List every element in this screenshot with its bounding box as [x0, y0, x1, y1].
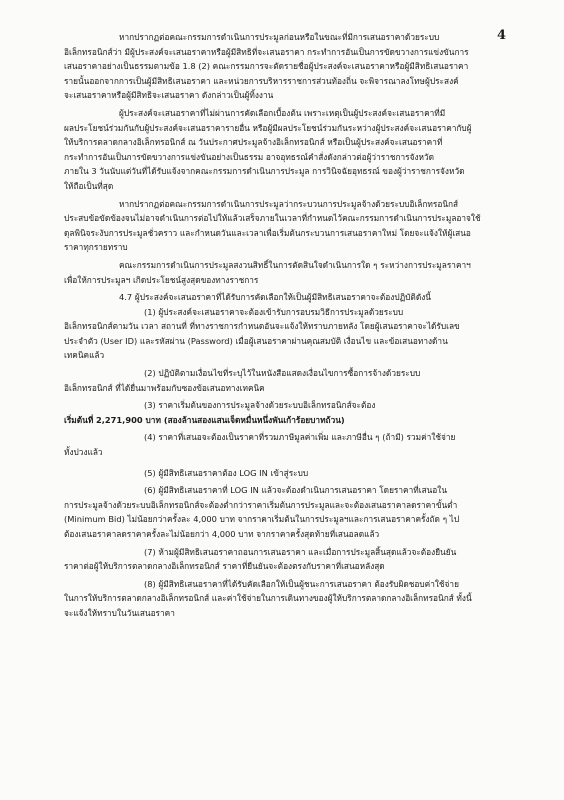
paragraph-line: หากปรากฏต่อคณะกรรมการดำเนินการประมูลก่อนหรือในขณะที่มีการเสนอราคาด้วยระบบ [119, 32, 440, 42]
item-4-line: (4) ราคาที่เสนอจะต้องเป็นราคาที่รวมภาษีมูลค่าเพิ่ม และภาษีอื่น ๆ (ถ้ามี) รวมค่าใช้จ่าย [144, 432, 456, 443]
item-1-line: ประจำตัว (User ID) และรหัสผ่าน (Password) เมื่อผู้เสนอราคาผ่านคุณสมบัติ เงื่อนไข และข้อเสนอทางด้าน [64, 335, 448, 346]
item-2-line: อิเล็กทรอนิกส์ ที่ได้ยื่นมาพร้อมกับซองข้อเสนอทางเทคนิค [64, 382, 265, 393]
item-2-line: (2) ปฏิบัติตามเงื่อนไขที่ระบุไว้ในหนังสือแสดงเงื่อนไขการซื้อการจ้างด้วยระบบ [144, 368, 421, 379]
paragraph-line: ภายใน 3 วันนับแต่วันที่ได้รับแจ้งจากคณะกรรมการดำเนินการประมูล การวินิจฉัยอุทธรณ์ ของผู้ว่าราชการจังหวัด [64, 166, 465, 177]
paragraph-line: คณะกรรมการดำเนินการประมูลสงวนสิทธิ์ในการตัดสินใจดำเนินการใด ๆ ระหว่างการประมูลราคาฯ [119, 259, 471, 270]
paragraph-line: จะเสนอราคาหรือผู้มีสิทธิจะเสนอราคา ดังกล่าวเป็นผู้ทิ้งงาน [64, 90, 274, 101]
item-6-line: การประมูลจ้างด้วยระบบอิเล็กทรอนิกส์จะต้องต่ำกว่าราคาเริ่มต้นการประมูลและจะต้องเสนอราคาลดราคาขั้นต่ำ [64, 499, 458, 510]
paragraph-line: ราคาทุกรายทราบ [64, 242, 128, 253]
start-price-label: เริ่มต้นที่ [64, 414, 94, 425]
section-heading: 4.7 ผู้ประสงค์จะเสนอราคาที่ได้รับการคัดเลือกให้เป็นผู้มีสิทธิเสนอราคาจะต้องปฏิบัติดังนี้ [119, 292, 431, 303]
item-7-line: (7) ห้ามผู้มีสิทธิเสนอราคาถอนการเสนอราคา และเมื่อการประมูลสิ้นสุดแล้วจะต้องยืนยัน [144, 546, 457, 557]
paragraph-line: ดุลพินิจระงับการประมูลชั่วคราว และกำหนดวันและเวลาเพื่อเริ่มต้นกระบวนการเสนอราคาใหม่ โดยจะแจ้งให้ผู้เสนอ [64, 227, 471, 238]
item-4-line: ทั้งปวงแล้ว [64, 447, 103, 458]
item-5-line: (5) ผู้มีสิทธิเสนอราคาต้อง LOG IN เข้าสู่ระบบ [144, 467, 309, 478]
paragraph-line: หากปรากฏต่อคณะกรรมการดำเนินการประมูลว่ากระบวนการประมูลจ้างด้วยระบบอิเล็กทรอนิกส์ [119, 198, 459, 209]
item-6-line: ต้องเสนอราคาลดราคาครั้งละไม่น้อยกว่า 4,000 บาท จากราคาครั้งสุดท้ายที่เสนอลดแล้ว [64, 529, 380, 539]
item-1-line: (1) ผู้ประสงค์จะเสนอราคาจะต้องเข้ารับการอบรมวิธีการประมูลด้วยระบบ [144, 306, 404, 317]
paragraph-line: ประสบข้อขัดข้องจนไม่อาจดำเนินการต่อไปให้แล้วเสร็จภายในเวลาที่กำหนดไว้คณะกรรมการดำเนินการประมูลอาจใช้ [64, 213, 481, 224]
paragraph-line: กระทำการอันเป็นการขัดขวางการแข่งขันอย่างเป็นธรรม อาจอุทธรณ์คำสั่งดังกล่าวต่อผู้ว่าราชการจังหวัด [64, 151, 435, 162]
item-8-line: ในการให้บริการตลาดกลางอิเล็กทรอนิกส์ และค่าใช้จ่ายในการเดินทางของผู้ให้บริการตลาดกลางอิเล็กทรอนิกส์ ทั้งนี้ [64, 593, 472, 604]
paragraph-line: ผลประโยชน์ร่วมกันกับผู้ประสงค์จะเสนอราคารายอื่น หรือผู้มีผลประโยชน์ร่วมกันระหว่างผู้ประสงค์จะเสนอราคากับผู้ [64, 122, 472, 133]
paragraph-line: เพื่อให้การประมูลฯ เกิดประโยชน์สูงสุดของทางราชการ [64, 274, 259, 285]
paragraph-line: ให้ถือเป็นที่สุด [64, 180, 114, 191]
start-price-line [64, 413, 514, 428]
paragraph-line: ให้บริการตลาดกลางอิเล็กทรอนิกส์ ณ วันประกาศประมูลจ้างอิเล็กทรอนิกส์ หรือเป็นผู้ประสงค์จะเสนอราคาที่ [64, 137, 443, 148]
document-body [64, 30, 514, 621]
item-1-line: อิเล็กทรอนิกส์ตามวัน เวลา สถานที่ ที่ทางราชการกำหนดอันจะแจ้งให้ทราบภายหลัง โดยผู้เสนอราคาจะได้รับเลข [64, 321, 460, 332]
page-number: 4 [496, 28, 506, 43]
item-6-line: (6) ผู้มีสิทธิเสนอราคาที่ LOG IN แล้วจะต้องดำเนินการเสนอราคา โดยราคาที่เสนอใน [144, 485, 448, 496]
paragraph-line: เสนอราคาอย่างเป็นธรรมตามข้อ 1.8 (2) คณะกรรมการจะตัดรายชื่อผู้ประสงค์จะเสนอราคาหรือผู้มีสิทธิเสนอราคา [64, 61, 469, 72]
paragraph-line: ผู้ประสงค์จะเสนอราคาที่ไม่ผ่านการคัดเลือกเบื้องต้น เพราะเหตุเป็นผู้ประสงค์จะเสนอราคาที่มี [119, 107, 446, 118]
item-7-line: ราคาต่อผู้ให้บริการตลาดกลางอิเล็กทรอนิกส์ ราคาที่ยืนยันจะต้องตรงกับราคาที่เสนอหลังสุด [64, 561, 385, 572]
paragraph-line: อิเล็กทรอนิกส์ว่า มีผู้ประสงค์จะเสนอราคาหรือผู้มีสิทธิที่จะเสนอราคา กระทำการอันเป็นการขัดขวางการแข่งขันการ [64, 46, 469, 57]
item-8-line: (8) ผู้มีสิทธิเสนอราคาที่ได้รับคัดเลือกให้เป็นผู้ชนะการเสนอราคา ต้องรับผิดชอบค่าใช้จ่าย [144, 578, 459, 589]
item-6-line: (Minimum Bid) ไม่น้อยกว่าครั้งละ 4,000 บาท จากราคาเริ่มต้นในการประมูลฯและการเสนอราคาครั้งถัด ๆ ไป [64, 514, 460, 525]
item-8-line: จะแจ้งให้ทราบในวันเสนอราคา [64, 607, 175, 618]
item-1-line: เทคนิคแล้ว [64, 350, 105, 361]
item-3-line: (3) ราคาเริ่มต้นของการประมูลจ้างด้วยระบบอิเล็กทรอนิกส์จะต้อง [144, 400, 376, 411]
start-price-value: 2,271,900 บาท (สองล้านสองแสนเจ็ดหมื่นหนึ่งพันเก้าร้อยบาทถ้วน) [95, 414, 345, 425]
paragraph-line: รายนั้นออกจากการเป็นผู้มีสิทธิเสนอราคา และหน่วยการบริหารราชการส่วนท้องถิ่น จะพิจารณาลงโทษผู้ประสงค์ [64, 75, 459, 86]
